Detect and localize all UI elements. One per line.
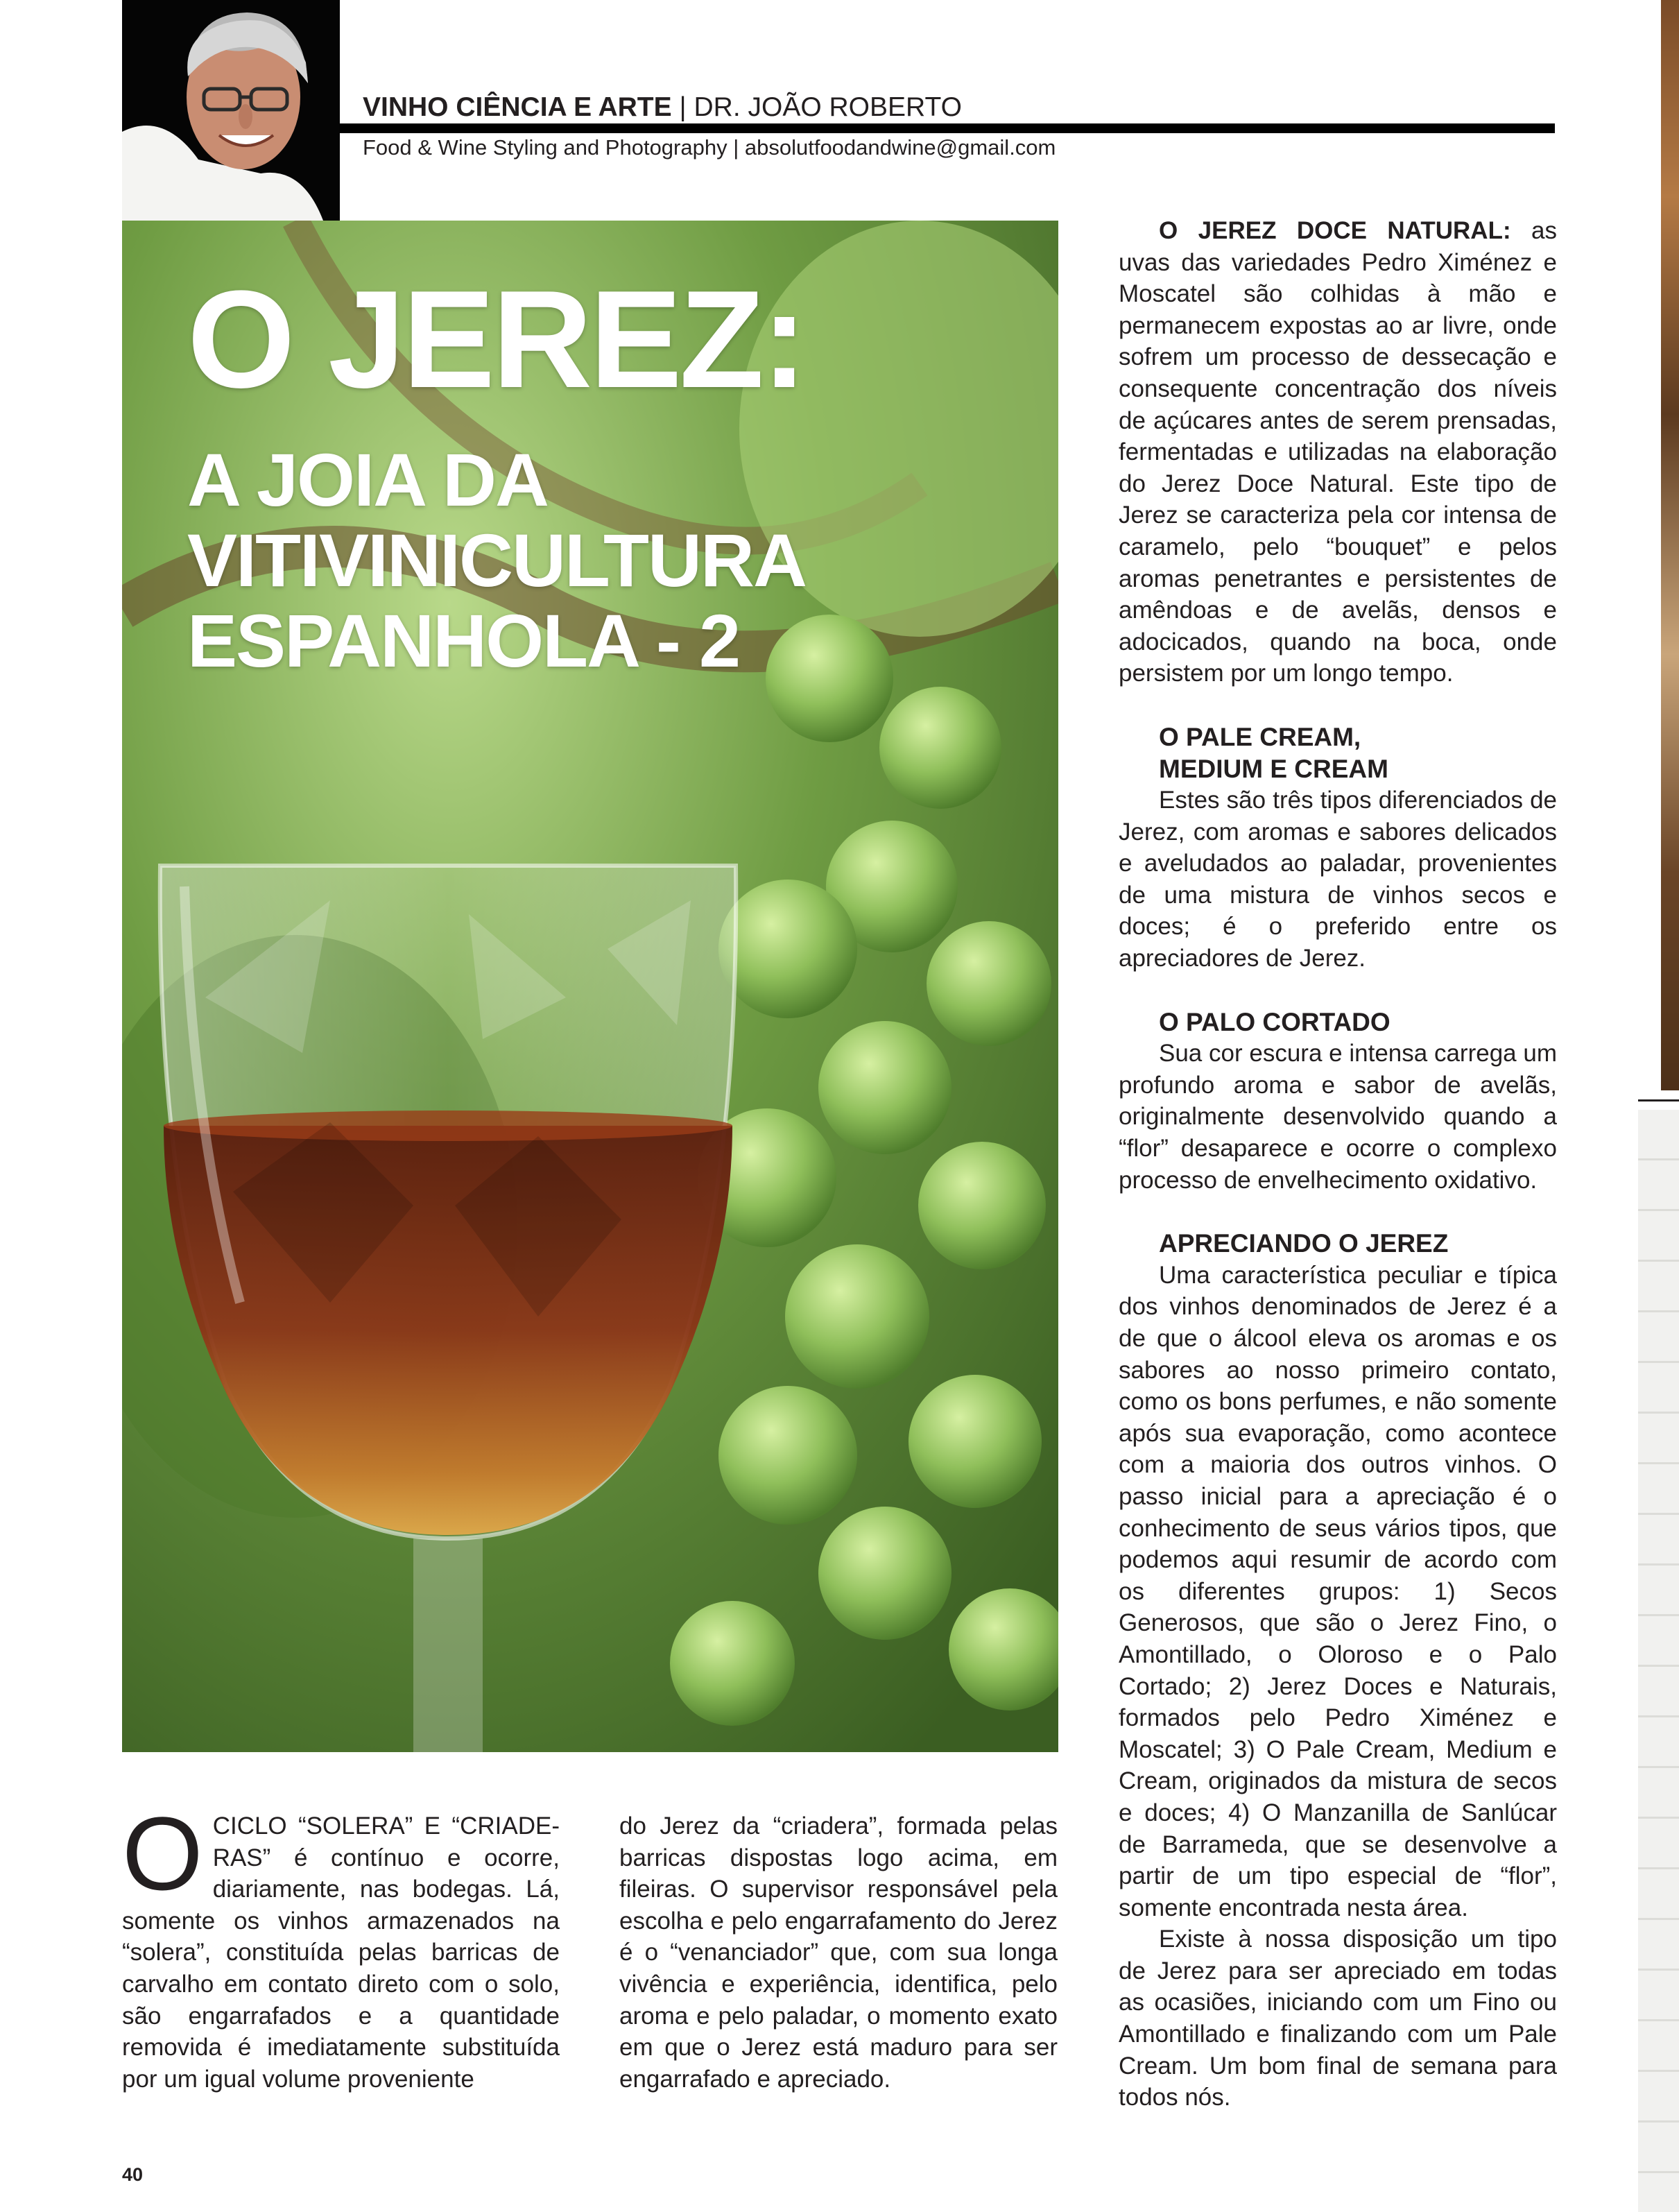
facing-page-photo-edge (1661, 0, 1679, 1090)
palo-cortado-text: Sua cor escura e intensa carrega um profundo aroma e sabor de avelãs, originalmente desenvolvido quando a “flor” desaparece e ocorre o complexo processo de envelhecimento oxidativo. (1119, 1040, 1557, 1194)
article-subtitle-line-2: VITIVINICULTURA (187, 518, 806, 602)
article-paragraph-1: CICLO “SOLERA” E “CRIADE-RAS” é contínuo e ocorre, diariamente, nas bodegas. Lá, somente os vinhos armazenados na “solera”, constituída pelas barricas de carvalho em contato direto com o solo, são engarrafados e a quantidade removida é imediatamente substituída por um igual volume proveniente (122, 1812, 560, 2093)
pale-cream-heading-line-2: MEDIUM E CREAM (1159, 754, 1388, 783)
article-column-2 (619, 1810, 1058, 2095)
article-paragraph-2: do Jerez da “criadera”, formada pelas barricas dispostas logo acima, em fileiras. O supervisor responsável pela escolha e pelo engarrafamento do Jerez é o “venanciador” que, com sua longa vivência e experiência, identifica, pelo aroma e pelo paladar, o momento exato em que o Jerez está maduro para ser engarrafado e apreciado. (619, 1812, 1058, 2093)
author-photo (122, 0, 340, 221)
pale-cream-section (1119, 721, 1557, 975)
article-subtitle-line-3: ESPANHOLA - 2 (187, 599, 740, 683)
palo-cortado-heading: O PALO CORTADO (1159, 1007, 1390, 1036)
drop-cap: O (122, 1795, 203, 1912)
pale-cream-heading-line-1: O PALE CREAM, (1159, 722, 1361, 751)
article-title: O JEREZ: (187, 262, 805, 417)
pale-cream-text: Estes são três tipos diferenciados de Jerez, com aromas e sabores delicados e aveludados ao paladar, provenientes de uma mistura de vinhos secos e doces; é o preferido entre os apreciadores de Jerez. (1119, 787, 1557, 972)
article-column-3 (1119, 215, 1557, 2114)
header-separator: | (679, 92, 687, 122)
apreciando-section (1119, 1228, 1557, 2114)
column-header (363, 90, 962, 125)
page-number: 40 (122, 2164, 144, 2185)
facing-page-rule (1638, 1099, 1679, 1101)
article-subtitle-line-1: A JOIA DA (187, 438, 549, 522)
apreciando-text-2: Existe à nossa disposição um tipo de Jerez para ser apreciado em todas as ocasiões, iniciando com um Fino ou Amontillado e finalizando com um Pale Cream. Um bom final de semana para todos nós. (1119, 1926, 1557, 2111)
jerez-doce-natural-text: as uvas das variedades Pedro Ximénez e Moscatel são colhidas à mão e permanecem expostas ao ar livre, onde sofrem um processo de dessecação e consequente concentração dos níveis de açúcares antes de serem prensadas, fermentadas e utilizadas na elaboração do Jerez Doce Natural. Este tipo de Jerez se caracteriza pela cor intensa de caramelo, pelo “bouquet” e pelos aromas penetrantes e persistentes de amêndoas e de avelãs, densos e adocicados, quando na boca, onde persistem por um longo tempo. (1119, 217, 1557, 687)
apreciando-heading: APRECIANDO O JEREZ (1159, 1229, 1449, 1258)
jerez-doce-natural-heading: O JEREZ DOCE NATURAL: (1159, 217, 1511, 244)
hero-photo (122, 221, 1058, 1752)
author-name: DR. JOÃO ROBERTO (694, 92, 962, 122)
header-rule (340, 123, 1555, 133)
palo-cortado-section (1119, 1006, 1557, 1197)
section-title: VINHO CIÊNCIA E ARTE (363, 92, 672, 122)
author-portrait-illustration (122, 0, 340, 221)
header-subtitle: Food & Wine Styling and Photography | absolutfoodandwine@gmail.com (363, 135, 1056, 160)
facing-page-tile-background (1638, 1110, 1679, 2212)
apreciando-text-1: Uma característica peculiar e típica dos vinhos denominados de Jerez é a de que o álcool eleva os aromas e os sabores ao nosso primeiro contato, como os bons perfumes, e não somente após sua evaporação, como acontece com a maioria dos outros vinhos. O passo inicial para a apreciação é o conhecimento de seus vários tipos, que podemos aqui resumir de acordo com os diferentes grupos: 1) Secos Generosos, que são o Jerez Fino, o Amontillado, o Oloroso e o Palo Cortado; 2) Jerez Doces e Naturais, formados pelo Pedro Ximénez e Moscatel; 3) O Pale Cream, Medium e Cream, originados da mistura de secos e doces; 4) O Manzanilla de Sanlúcar de Barrameda, que se desenvolve a partir de um tipo especial de “flor”, somente encontrada nesta área. (1119, 1261, 1557, 1921)
article-column-1 (122, 1795, 560, 2095)
jerez-doce-natural-paragraph (1119, 215, 1557, 689)
